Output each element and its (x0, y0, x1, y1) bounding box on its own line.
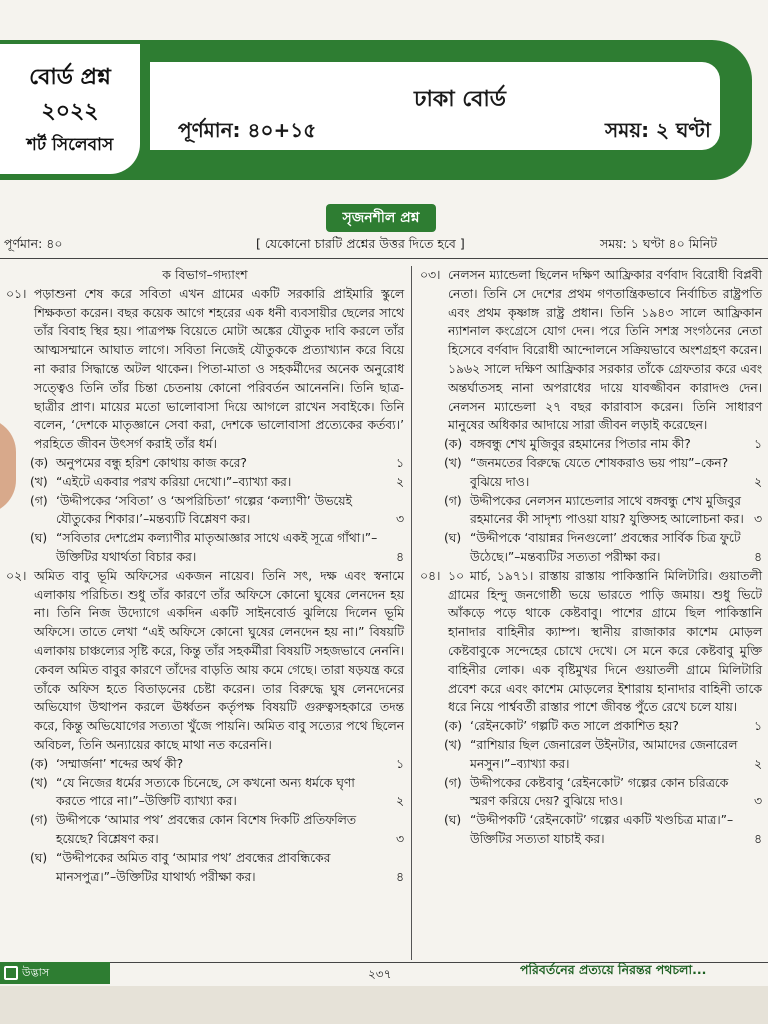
sub-question (444, 811, 762, 849)
question-2 (6, 567, 404, 755)
sub-mark: ৩ (396, 512, 404, 527)
sub-question (444, 717, 762, 736)
question-4-parts (420, 717, 762, 849)
sub-question (30, 755, 404, 774)
sub-label: (খ) (444, 455, 462, 470)
sub-label: (খ) (30, 474, 48, 489)
sub-label: (গ) (30, 493, 48, 508)
sub-question (444, 774, 762, 812)
question-stem: ১০ মার্চ, ১৯৭১। রাস্তায় রাস্তায় পাকিস্তানি মিলিটারি। গুয়াতলী গ্রামের হিন্দু জনগোষ্ঠী ভয়ে ভারতে পাড়ি জমায়। শুধু ভিটে আঁকড়ে পড়ে থাকে কেষ্টবাবু। পাশের গ্রামে ছিল পাকিস্তানি হানাদার বাহিনীর ক্যাম্প। স্থানীয় রাজাকার কাশেম মোড়ল কেষ্টবাবুকে সন্দেহের চোখে দেখে। সে মনে করে কেষ্টবাবু মুক্তি বাহিনীর লোক। এক বৃষ্টিমুখর দিনে গুয়াতলী গ্রামে মিলিটারি প্রবেশ করে এবং কাশেম মোড়লের ইশারায় হানাদার বাহিনী তাকে ধরে নিয়ে পার্শ্ববর্তী রাস্তার পাশে জীবন্ত পুঁতে রেখে চলে যায়। (448, 568, 762, 715)
sub-label: (গ) (444, 493, 462, 508)
full-marks: পূর্ণমান: ৪০+১৫ (178, 118, 317, 142)
sub-text: “উদ্দীপকটি ‘রেইনকোট’ গল্পের একটি খণ্ডচিত্র মাত্র।”–উক্তিটির সত্যতা যাচাই কর। (470, 813, 734, 846)
sub-question (30, 529, 404, 567)
footer-logo (0, 962, 110, 984)
sub-text: অনুপমের বন্ধু হরিশ কোথায় কাজ করে? (56, 455, 247, 470)
left-column (6, 266, 404, 886)
sub-text: উদ্দীপকে ‘আমার পথ’ প্রবন্ধের কোন বিশেষ দিকটি প্রতিফলিত হয়েছে? বিশ্লেষণ কর। (56, 813, 357, 846)
question-stem: অমিত বাবু ভূমি অফিসের একজন নায়েব। তিনি সৎ, দক্ষ এবং স্বনামে এলাকায় পরিচিত। শুধু তাঁর কারণে তাঁর অফিসে কোনো ঘুষের লেনদেন হয় না। তিনি নিজ উদ্যোগে একদিন একটি সাইনবোর্ড ঝুলিয়ে দিলেন ভূমি অফিসে। তাতে লেখা “এই অফিসে কোনো ঘুষের লেনদেন হয় না।” বিষয়টি এলাকায় চাঞ্চল্যের সৃষ্টি করে, কিন্তু তাঁর সহকর্মীরা বিষয়টি সহজভাবে নেননি। কেবল অমিত বাবুর কারণে তাঁদের বাড়তি আয় কমে গেছে। তারা ষড়যন্ত্র করে তাঁকে অফিস হতে বিতাড়নের চেষ্টা করেন। তার বিরুদ্ধে ঘুষ লেনদেনের অভিযোগ উত্থাপন করলে ঊর্ধ্বতন কর্তৃপক্ষ বিষয়টি গুরুত্বসহকারে তদন্ত করে, কিন্তু অভিযোগের সত্যতা খুঁজে পায়নি। অমিত বাবু সত্যের পথে ছিলেন অবিচল, তিনি অন্যায়ের কাছে মাথা নত করেননি। (34, 568, 404, 752)
column-divider (411, 266, 412, 960)
sub-question (444, 492, 762, 530)
sub-text: “সবিতার দেশপ্রেম কল্যাণীর মাতৃআজ্ঞার সাথে একই সূত্রে গাঁথা।”–উক্তিটির যথার্থতা বিচার কর। (56, 531, 378, 564)
sub-mark: ১ (396, 455, 404, 470)
sub-question (444, 736, 762, 774)
section-tag: সৃজনশীল প্রশ্ন (326, 204, 436, 232)
sub-mark: ১ (396, 756, 404, 771)
question-4 (420, 567, 762, 717)
footer-slogan: পরিবর্তনের প্রত্যয়ে নিরন্তর পথচলা... (520, 962, 707, 977)
board-title: ঢাকা বোর্ড (414, 87, 506, 112)
badge-year: ২০২২ (41, 99, 99, 124)
meta-time: সময়: ১ ঘণ্টা ৪০ মিনিট (600, 236, 718, 251)
sub-mark: ৪ (396, 549, 404, 564)
sub-label: (ঘ) (30, 531, 48, 546)
sub-label: (গ) (30, 813, 48, 828)
question-3 (420, 266, 762, 435)
sub-text: উদ্দীপকের কেষ্টবাবু ‘রেইনকোট’ গল্পের কোন চরিত্রকে স্মরণ করিয়ে দেয়? বুঝিয়ে দাও। (470, 775, 729, 809)
sub-mark: ১ (754, 437, 762, 452)
sub-mark: ৩ (754, 794, 762, 809)
question-3-parts (420, 435, 762, 567)
question-1-parts (6, 454, 404, 567)
sub-question (444, 435, 762, 454)
logo-icon (4, 966, 18, 980)
right-column (420, 266, 762, 849)
page-bottom-edge (0, 986, 768, 1024)
sub-text: “রাশিয়ার ছিল জেনারেল উইনটার, আমাদের জেনারেল মনসুন।”–ব্যাখ্যা কর। (470, 737, 738, 771)
question-number: ০১। (6, 286, 27, 301)
sub-text: “যে নিজের ধর্মের সত্যকে চিনেছে, সে কখনো অন্য ধর্মকে ঘৃণা করতে পারে না।”–উক্তিটি ব্যাখ্যা কর। (56, 775, 355, 809)
sub-mark: ১ (754, 719, 762, 734)
badge-title: বোর্ড প্রশ্ন (29, 65, 111, 90)
sub-question (30, 811, 404, 849)
sub-label: (ক) (30, 455, 49, 470)
sub-mark: ৩ (754, 512, 762, 527)
meta-instruction: [ যেকোনো চারটি প্রশ্নের উত্তর দিতে হবে ] (256, 236, 465, 251)
sub-question (30, 774, 404, 812)
sub-text: “উদ্দীপকের অমিত বাবু ‘আমার পথ’ প্রবন্ধের প্রাবন্ধিকের মানসপুত্র।”–উক্তিটির যাথার্থ্য পরীক্ষা কর। (56, 850, 331, 884)
sub-label: (ঘ) (444, 813, 462, 828)
sub-question (30, 454, 404, 473)
sub-mark: ৪ (754, 549, 762, 564)
footer-logo-text: উদ্ভাস (22, 966, 50, 979)
question-1 (6, 285, 404, 454)
sub-mark: ৩ (396, 831, 404, 846)
sub-label: (গ) (444, 775, 462, 790)
question-stem: পড়াশুনা শেষ করে সবিতা এখন গ্রামের একটি সরকারি প্রাইমারি স্কুলে শিক্ষকতা করেন। বছর কয়েক আগে শহরের এক ধনী ব্যবসায়ীর ছেলের সাথে তাঁর বিবাহ স্থির হয়। পাত্রপক্ষ বিয়েতে মোটা অঙ্কের যৌতুক দাবি করলে তাঁর আত্মসম্মানে আঘাত লাগে। সবিতা নিজেই যৌতুককে প্রত্যাখ্যান করে বিয়ে না করার সিদ্ধান্তে অটল থাকেন। পিতা-মাতা ও সহকর্মীদের অনেক অনুরোধ সত্ত্বেও তিনি তাঁর চিন্তা চেতনায় কোনো পরিবর্তন আনেননি। তিনি ছাত্র-ছাত্রীর প্রাণ। মায়ের মতো ভালোবাসা দিয়ে আগলে রাখেন সবাইকে। তিনি বলেন, ‘দেশকে মাতৃজ্ঞানে সেবা করা, দেশকে ভালোবাসা প্রত্যেকের কর্তব্য।’ পরহিতে জীবন উৎসর্গ করাই তাঁর ধর্ম। (34, 286, 404, 452)
sub-text: উদ্দীপকের নেলসন ম্যান্ডেলার সাথে বঙ্গবন্ধু শেখ মুজিবুর রহমানের কী সাদৃশ্য পাওয়া যায়? যুক্তিসহ আলোচনা কর। (470, 493, 744, 527)
sub-text: ‘রেইনকোট’ গল্পটি কত সালে প্রকাশিত হয়? (470, 719, 679, 734)
sub-label: (ক) (444, 437, 463, 452)
sub-label: (ঘ) (30, 850, 48, 865)
sub-question (30, 473, 404, 492)
divider (0, 258, 768, 259)
sub-mark: ২ (754, 474, 762, 489)
sub-label: (খ) (444, 737, 462, 752)
sub-text: “উদ্দীপকে ‘বায়ান্নর দিনগুলো’ প্রবন্ধের সার্বিক চিত্র ফুটে উঠেছে।”–মন্তব্যটির সত্যতা পরীক্ষা কর। (470, 531, 741, 564)
sub-label: (ক) (444, 719, 463, 734)
sub-mark: ৪ (396, 869, 404, 884)
question-number: ০২। (6, 568, 27, 583)
sub-mark: ২ (396, 794, 404, 809)
sub-label: (খ) (30, 775, 48, 790)
sub-mark: ২ (754, 756, 762, 771)
exam-time: সময়: ২ ঘণ্টা (605, 118, 711, 142)
sub-question (444, 454, 762, 492)
sub-question (30, 492, 404, 530)
question-number: ০৪। (420, 568, 441, 583)
section-title: ক বিভাগ–গদ্যাংশ (162, 267, 248, 282)
sub-question (30, 849, 404, 887)
question-number: ০৩। (420, 268, 441, 282)
sub-label: (ক) (30, 756, 49, 771)
sub-text: ‘সম্মার্জনা’ শব্দের অর্থ কী? (56, 756, 184, 771)
sub-text: “এইটে একবার পরখ করিয়া দেখো।”–ব্যাখ্যা কর। (56, 474, 292, 489)
meta-marks: পূর্ণমান: ৪০ (4, 236, 63, 251)
sub-label: (ঘ) (444, 531, 462, 546)
sub-mark: ২ (396, 474, 404, 489)
sub-text: বঙ্গবন্ধু শেখ মুজিবুর রহমানের পিতার নাম কী? (470, 437, 691, 452)
question-stem: নেলসন ম্যান্ডেলা ছিলেন দক্ষিণ আফ্রিকার বর্ণবাদ বিরোধী বিপ্লবী নেতা। তিনি সে দেশের প্রথম গণতান্ত্রিকভাবে নির্বাচিত রাষ্ট্রপতি এবং প্রথম কৃষ্ণাঙ্গ রাষ্ট্র প্রধান। তিনি ১৯৪৩ সালে আফ্রিকান ন্যাশনাল কংগ্রেসে যোগ দেন। পরে তিনি সশস্ত্র সংগঠনের নেতা হিসেবে বর্ণবাদ বিরোধী আন্দোলনে সক্রিয়ভাবে অংশগ্রহণ করেন। ১৯৬২ সালে দক্ষিণ আফ্রিকার সরকার তাঁকে গ্রেফতার করে এবং অন্তর্ঘাতসহ নানা অপরাধের দায়ে যাবজ্জীবন কারাদণ্ড দেন। নেলসন ম্যান্ডেলা ২৭ বছর কারাবাস করেন। তিনি সাধারণ মানুষের অধিকার আদায়ে সারা জীবন লড়াই করেছেন। (448, 268, 762, 433)
sub-question (444, 529, 762, 567)
sub-text: ‘উদ্দীপকের ‘সবিতা’ ও ‘অপরিচিতা’ গল্পের ‘কল্যাণী’ উভয়েই যৌতুকের শিকার।’–মন্তব্যটি বিশ্লেষণ কর। (56, 493, 352, 527)
sub-text: “জনমতের বিরুদ্ধে যেতে শোষকরাও ভয় পায়”–কেন? বুঝিয়ে দাও। (470, 455, 729, 489)
page-number: ২৩৭ (368, 967, 392, 981)
sub-mark: ৪ (754, 831, 762, 846)
question-2-parts (6, 755, 404, 887)
badge-syllabus: শর্ট সিলেবাস (26, 135, 114, 155)
